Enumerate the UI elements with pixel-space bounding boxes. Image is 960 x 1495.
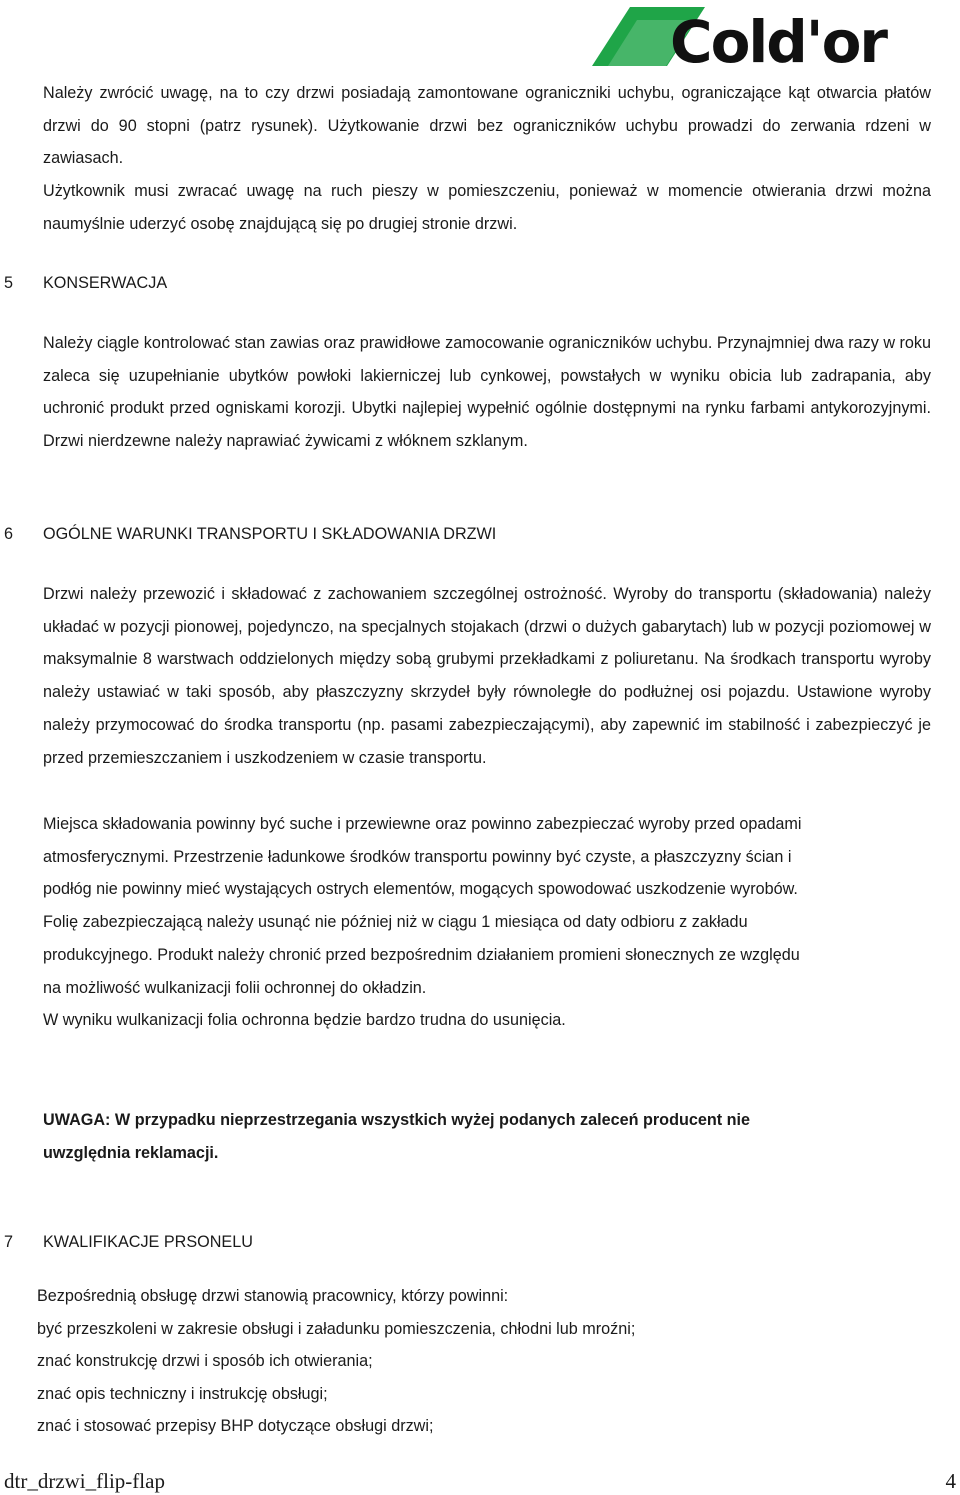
section-number: 7	[4, 1233, 14, 1251]
list-item: znać konstrukcję drzwi i sposób ich otwierania;	[37, 1352, 373, 1370]
text-line: podłóg nie powinny mieć wystających ostrych elementów, mogących spowodować uszkodzenie wyrobów.	[43, 880, 798, 899]
list-item: Bezpośrednią obsługę drzwi stanowią pracownicy, którzy powinni:	[37, 1287, 509, 1305]
section-title: OGÓLNE WARUNKI TRANSPORTU I SKŁADOWANIA DRZWI	[43, 525, 497, 543]
qualification-list	[37, 1280, 927, 1443]
paragraph-pedestrian-warning: Użytkownik musi zwracać uwagę na ruch pieszy w pomieszczeniu, ponieważ w momencie otwierania drzwi można naumyślnie uderzyć osobę znajdującą się po drugiej stronie drzwi.	[43, 182, 931, 233]
page-number: 4	[945, 1469, 956, 1493]
warning-line: UWAGA: W przypadku nieprzestrzegania wszystkich wyżej podanych zaleceń producent nie	[43, 1111, 751, 1129]
text-line: W wyniku wulkanizacji folia ochronna będzie bardzo trudna do usunięcia.	[43, 1011, 566, 1030]
text-line: Folię zabezpieczającą należy usunąć nie później niż w ciągu 1 miesiąca od daty odbioru z zakładu	[43, 913, 748, 932]
text-line: atmosferycznymi. Przestrzenie ładunkowe środków transportu powinny być czyste, a płaszczyzny ścian i	[43, 847, 792, 866]
text-line: produkcyjnego. Produkt należy chronić przed bezpośrednim działaniem promieni słonecznych ze względu	[43, 945, 800, 964]
warning-line: uwzględnia reklamacji.	[43, 1143, 219, 1162]
warning-notice	[43, 1104, 931, 1169]
paragraph-storage	[43, 808, 931, 1037]
paragraph-door-limiters: Należy zwrócić uwagę, na to czy drzwi posiadają zamontowane ograniczniki uchybu, ograniczające kąt otwarcia płatów drzwi do 90 stopni (patrz rysunek). Użytkowanie drzwi bez ograniczników uchybu prowadzi do zerwania rdzeni w zawiasach.	[43, 84, 931, 168]
section-number: 5	[4, 274, 14, 292]
document-name: dtr_drzwi_flip-flap	[4, 1469, 165, 1493]
list-item: znać opis techniczny i instrukcję obsługi;	[37, 1384, 328, 1403]
section-heading-7	[0, 1230, 930, 1254]
section-number: 6	[4, 525, 14, 543]
logo-text: Cold'or	[670, 8, 887, 68]
page-footer	[4, 1469, 956, 1493]
list-item: być przeszkoleni w zakresie obsługi i załadunku pomieszczenia, chłodni lub mroźni;	[37, 1319, 636, 1338]
paragraph-transport: Drzwi należy przewozić i składować z zachowaniem szczególnej ostrożność. Wyroby do transportu (składowania) należy układać w pozycji pionowej, pojedynczo, na specjalnych stojakach (drzwi o dużych gabarytach) lub w pozycji poziomowej w maksymalnie 8 warstwach oddzielonych między sobą grubymi przekładkami z poliuretanu. Na środkach transportu wyroby należy ustawiać w taki sposób, aby płaszczyzny skrzydeł były równoległe do podłużnej osi pojazdu. Ustawione wyroby należy przymocować do środka transportu (np. pasami zabezpieczającymi), aby zapewnić im stabilność i zabezpieczyć je przed przemieszczaniem i uszkodzeniem w czasie transportu.	[43, 585, 931, 767]
paragraph-maintenance: Należy ciągle kontrolować stan zawias oraz prawidłowe zamocowanie ograniczników uchybu. Przynajmniej dwa razy w roku zaleca się uzupełnianie ubytków powłoki lakierniczej lub cynkowej, powstałych w wyniku obicia lub zadrapania, aby uchronić produkt przed ogniskami korozji. Ubytki najlepiej wypełnić ogólnie dostępnymi na rynku farbami antykorozyjnymi. Drzwi nierdzewne należy naprawiać żywicami z włóknem szklanym.	[43, 334, 932, 451]
text-line: na możliwość wulkanizacji folii ochronnej do okładzin.	[43, 978, 427, 997]
section-heading-6	[0, 522, 930, 546]
section-title: KONSERWACJA	[43, 274, 168, 292]
coldor-logo	[590, 4, 940, 68]
section-heading-5	[0, 271, 930, 295]
section-title: KWALIFIKACJE PRSONELU	[43, 1233, 253, 1251]
text-line: Miejsca składowania powinny być suche i przewiewne oraz powinno zabezpieczać wyroby przed opadami	[43, 815, 802, 833]
list-item: znać i stosować przepisy BHP dotyczące obsługi drzwi;	[37, 1417, 434, 1435]
